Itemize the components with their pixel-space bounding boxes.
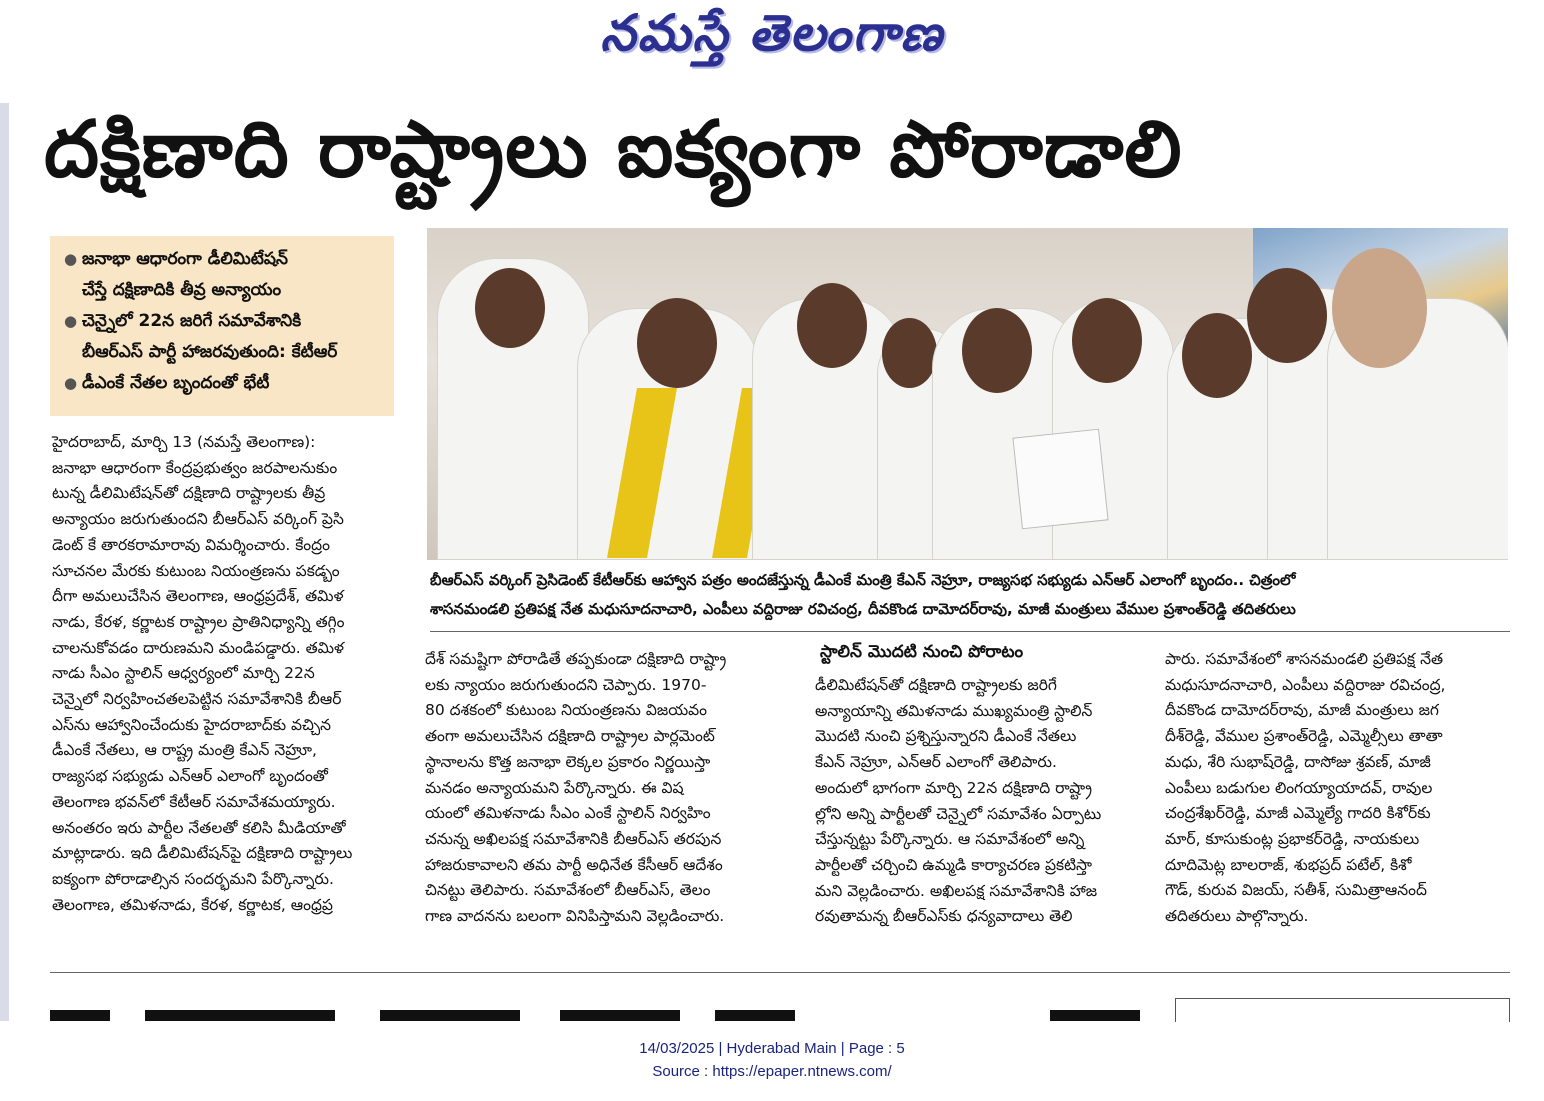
article-column-4: పారు. సమావేశంలో శాసనమండలి ప్రతిపక్ష నేత మధుసూదనాచారి, ఎంపీలు వద్దిరాజు రవిచంద్ర, దీవకొండ దామోదర్‌రావు, మాజీ మంత్రులు జగ దీశ్‌రెడ్డి, వేముల ప్రశాంత్‌రెడ్డి, ఎమ్మెల్సీలు తాతా మధు, శేరి సుభాష్‌రెడ్డి, దాసోజు శ్రవణ్, మాజీ ఎంపీలు బడుగుల లింగయ్యాయాదవ్, రావుల చంద్రశేఖర్‌రెడ్డి, మాజీ ఎమ్మెల్యే గాదరి కిశోర్‌కు మార్, కూసుకుంట్ల ప్రభాకర్‌రెడ్డి, నాయకులు దూదిమెట్ల బాలరాజ్, శుభప్రద్ పటేల్, కిశో గౌడ్, కురువ విజయ్, సతీశ్, సుమిత్రాఆనంద్ తదితరులు పాల్గొన్నారు. <box>1165 650 1446 926</box>
page-edge-rule <box>0 103 9 1021</box>
highlights-box <box>50 236 394 416</box>
highlight-item <box>64 306 384 368</box>
person-head <box>637 298 717 388</box>
invitation-paper <box>1012 429 1108 530</box>
highlight-item <box>64 368 384 399</box>
highlight-item <box>64 244 384 306</box>
article-column-2: దేశ్ సమష్టిగా పోరాడితే తప్పకుండా దక్షిణాది రాష్ట్రా లకు న్యాయం జరుగుతుందని చెప్పారు. 1970- 80 దశకంలో కుటుంబ నియంత్రణను విజయవం తంగా అమలుచేసిన దక్షిణాది రాష్ట్రాల పార్లమెంట్ స్థానాలను కొత్త జనాభా లెక్కల ప్రకారం నిర్ణయిస్తా మనడం అన్యాయమని పేర్కొన్నారు. ఈ విష యంలో తమిళనాడు సీఎం ఎంకే స్టాలిన్ నిర్వహిం చనున్న అఖిలపక్ష సమావేశానికి బీఆర్ఎస్ తరపున హాజరుకావాలని తమ పార్టీ అధినేత కేసీఆర్ ఆదేశం చినట్టు తెలిపారు. సమావేశంలో బీఆర్ఎస్, తెలం గాణ వాదనను బలంగా వినిపిస్తామని వెల్లడించారు. <box>425 650 727 926</box>
highlight-text: చెన్నైలో 22న జరిగే సమావేశానికి బీఆర్ఎస్ పార్టీ హాజరవుతుంది: కేటీఆర్ <box>82 311 338 362</box>
bullet-icon: ● <box>64 250 78 268</box>
person-head <box>475 268 545 348</box>
person-head <box>1247 268 1327 363</box>
caption-divider <box>430 631 1510 632</box>
person-head <box>1182 313 1252 398</box>
newspaper-masthead: నమస్తే తెలంగాణ <box>600 4 944 62</box>
article-subhead: స్టాలిన్ మొదటి నుంచి పోరాటం <box>820 642 1024 662</box>
news-photo <box>427 228 1508 560</box>
article-column-1: హైదరాబాద్, మార్చి 13 (నమస్తే తెలంగాణ): జనాభా ఆధారంగా కేంద్రప్రభుత్వం జరపాలనుకుం టున్న డీలిమిటేషన్‌తో దక్షిణాది రాష్ట్రాలకు తీవ్ర అన్యాయం జరుగుతుందని బీఆర్ఎస్ వర్కింగ్ ప్రెసి డెంట్ కే తారకరామారావు విమర్శించారు. కేంద్రం సూచనల మేరకు కుటుంబ నియంత్రణను పకడ్బం దీగా అమలుచేసిన తెలంగాణ, ఆంధ్రప్రదేశ్, తమిళ నాడు, కేరళ, కర్ణాటక రాష్ట్రాల ప్రాతినిధ్యాన్ని తగ్గిం చాలనుకోవడం దారుణమని మండిపడ్డారు. తమిళ నాడు సీఎం స్టాలిన్ ఆధ్వర్యంలో మార్చి 22న చెన్నైలో నిర్వహించతలపెట్టిన సమావేశానికి బీఆర్ ఎస్‌ను ఆహ్వానించేందుకు హైదరాబాద్‌కు వచ్చిన డీఎంకే నేతలు, ఆ రాష్ట్ర మంత్రి కేఎన్ నెహ్రూ, రాజ్యసభ సభ్యుడు ఎన్ఆర్ ఎలాంగో బృందంతో తెలంగాణ భవన్‌లో కేటీఆర్ సమావేశమయ్యారు. అనంతరం ఇరు పార్టీల నేతలతో కలిసి మీడియాతో మాట్లాడారు. ఇది డీలిమిటేషన్‌పై దక్షిణాది రాష్ట్రాలు ఐక్యంగా పోరాడాల్సిన సందర్భమని పేర్కొన్నారు. తెలంగాణ, తమిళనాడు, కేరళ, కర్ణాటక, ఆంధ్రప్ర <box>52 433 353 914</box>
person-head <box>1072 298 1142 383</box>
person-head <box>882 318 937 388</box>
next-article-box-clipped <box>1175 998 1510 1022</box>
footer-date-edition: 14/03/2025 | Hyderabad Main | Page : 5 <box>639 1040 905 1057</box>
headline: దక్షిణాది రాష్ట్రాలు ఐక్యంగా పోరాడాలి <box>44 105 1183 195</box>
photo-caption: బీఆర్ఎస్ వర్కింగ్ ప్రెసిడెంట్ కేటీఆర్‌కు ఆహ్వాన పత్రం అందజేస్తున్న డీఎంకే మంత్రి కేఎన్ నెహ్రూ, రాజ్యసభ సభ్యుడు ఎన్ఆర్ ఎలాంగో బృందం.. చిత్రంలో శాసనమండలి ప్రతిపక్ష నేత మధుసూదనాచారి, ఎంపీలు వద్దిరాజు రవిచంద్ర, దీవకొండ దామోదర్‌రావు, మాజీ మంత్రులు వేముల ప్రశాంత్‌రెడ్డి తదితరులు <box>430 571 1296 618</box>
article-column-3: డీలిమిటేషన్‌తో దక్షిణాది రాష్ట్రాలకు జరిగే అన్యాయాన్ని తమిళనాడు ముఖ్యమంత్రి స్టాలిన్ మొదటి నుంచి ప్రశ్నిస్తున్నారని డీఎంకే నేతలు కేఎన్ నెహ్రూ, ఎన్ఆర్ ఎలాంగో తెలిపారు. అందులో భాగంగా మార్చి 22న దక్షిణాది రాష్ట్రా ల్లోని అన్ని పార్టీలతో చెన్నైలో సమావేశం ఏర్పాటు చేస్తున్నట్టు పేర్కొన్నారు. ఆ సమావేశంలో అన్ని పార్టీలతో చర్చించి ఉమ్మడి కార్యాచరణ ప్రకటిస్తా మని వెల్లడించారు. అఖిలపక్ష సమావేశానికి హాజ రవుతామన్న బీఆర్ఎస్‌కు ధన్యవాదాలు తెలి <box>815 676 1102 926</box>
bullet-icon: ● <box>64 312 78 330</box>
person-head <box>962 308 1032 393</box>
highlight-text: డీఎంకే నేతల బృందంతో భేటీ <box>82 373 270 393</box>
article-bottom-divider <box>50 972 1510 973</box>
highlight-text: జనాభా ఆధారంగా డీలిమిటేషన్ చేస్తే దక్షిణాదికి తీవ్ర అన్యాయం <box>82 249 288 300</box>
person-head <box>1332 248 1427 368</box>
person-head <box>797 283 867 368</box>
bullet-icon: ● <box>64 374 78 392</box>
footer-source-link[interactable]: Source : https://epaper.ntnews.com/ <box>652 1063 892 1080</box>
